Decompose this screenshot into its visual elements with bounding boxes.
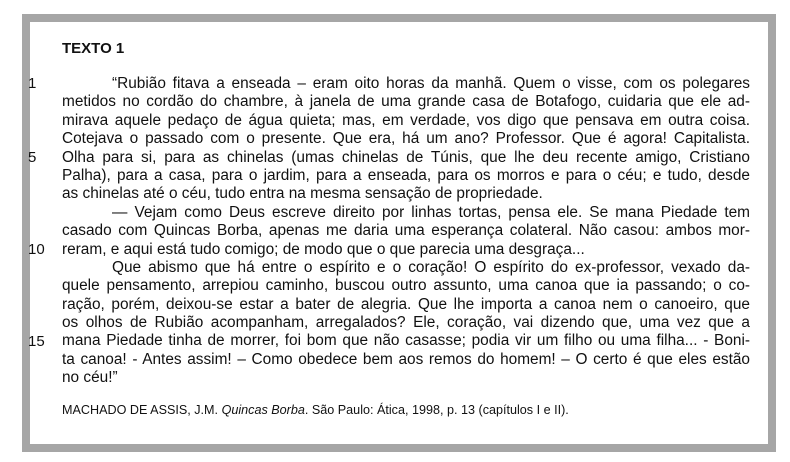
citation-work-title: Quincas Borba xyxy=(221,403,305,417)
text-line: mana Piedade tinha de morrer, foi bom que não casasse; podia vir um filho ou uma filha... - Boni- xyxy=(62,332,750,350)
text-line: Olha para si, para as chinelas (umas chinelas de Túnis, que lhe deu recente amigo, Cristiano xyxy=(62,148,750,166)
text-line: os olhos de Rubião acompanham, arregalados? Ele, coração, vai dizendo que, uma vez que a xyxy=(62,314,750,332)
text-line: ração, porém, deixou-se estar a bater de alegria. Que lhe importa a canoa nem o canoeiro, que xyxy=(62,295,750,313)
literary-excerpt xyxy=(62,75,750,388)
text-line: quele pensamento, arrepiou caminho, buscou outro assunto, uma canoa que ia passando; o co- xyxy=(62,277,750,295)
line-number-1: 1 xyxy=(28,75,37,92)
text-line: Palha), para a casa, para o jardim, para a enseada, para os morros e para o céu; e tudo, desde xyxy=(62,166,750,184)
text-line: — Vejam como Deus escreve direito por linhas tortas, pensa ele. Se mana Piedade tem xyxy=(112,203,750,221)
citation-author: MACHADO DE ASSIS, J.M. xyxy=(62,403,222,417)
text-title: TEXTO 1 xyxy=(62,40,125,57)
line-number-5: 5 xyxy=(28,148,37,166)
text-line: reram, e aqui está tudo comigo; de modo que o que parecia uma desgraça... xyxy=(62,240,585,258)
source-citation xyxy=(62,403,569,417)
text-line: casado com Quincas Borba, apenas me daria uma esperança colateral. Não casou: ambos mor- xyxy=(62,222,750,240)
citation-publication: . São Paulo: Ática, 1998, p. 13 (capítulos I e II). xyxy=(304,403,569,417)
text-line: as chinelas até o céu, tudo entra na mesma sensação de propriedade. xyxy=(62,185,543,203)
text-line: no céu!” xyxy=(62,369,118,387)
text-line: Cotejava o passado com o presente. Que era, há um ano? Professor. Que é agora! Capitalista. xyxy=(62,130,750,148)
text-line: metidos no cordão do chambre, à janela de uma grande casa de Botafogo, cuidaria que ele ad- xyxy=(62,93,750,111)
text-line: “Rubião fitava a enseada – eram oito horas da manhã. Quem o visse, com os polegares xyxy=(112,75,750,92)
line-number-10: 10 xyxy=(28,240,45,258)
text-line: mirava aquele pedaço de água quieta; mas, em verdade, vos digo que pensava em outra coisa. xyxy=(62,111,750,129)
text-line: ta canoa! - Antes assim! – Como obedece bem aos remos do homem! – O certo é que eles estão xyxy=(62,350,750,368)
line-number-15: 15 xyxy=(28,332,45,350)
text-line: Que abismo que há entre o espírito e o coração! O espírito do ex-professor, vexado da- xyxy=(112,258,750,276)
